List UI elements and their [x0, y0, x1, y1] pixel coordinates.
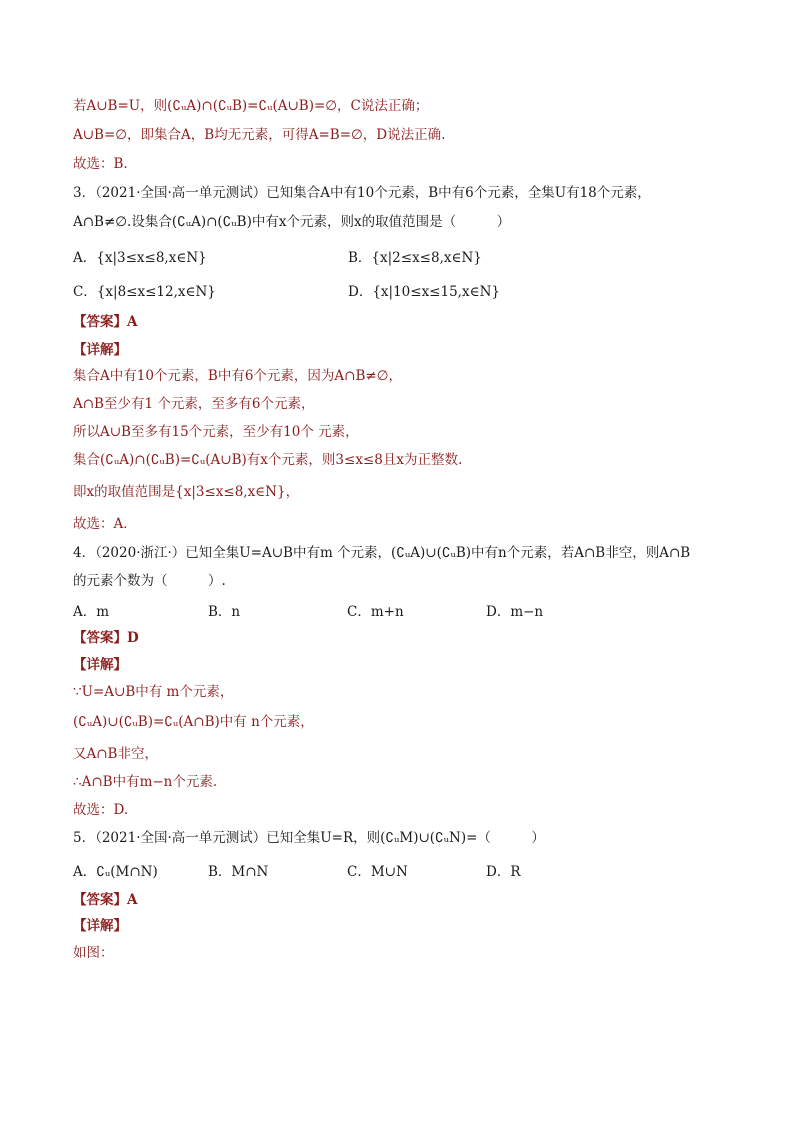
- question-4-option-d: D．m−n: [486, 604, 544, 620]
- question-5-option-d: D．R: [486, 864, 521, 880]
- answer-label: 【答案】A: [73, 314, 138, 330]
- explanation-line: ∵U=A∪B中有 m个元素，: [73, 684, 234, 700]
- explanation-line: 集合(∁ᵤA)∩(∁ᵤB)=∁ᵤ(A∪B)有x个元素，则3≤x≤8且x为正整数.: [73, 452, 463, 468]
- detail-label: 【详解】: [73, 657, 127, 673]
- explanation-line: 集合A中有10个元素，B中有6个元素，因为A∩B≠∅，: [73, 368, 402, 384]
- explanation-line: A∩B至少有1 个元素，至多有6个元素，: [73, 396, 315, 412]
- question-4-option-a: A．m: [73, 604, 110, 620]
- question-4-stem: 的元素个数为（ ）.: [73, 573, 226, 589]
- question-5-option-a: A．∁ᵤ(M∩N): [73, 864, 158, 880]
- question-3-stem: A∩B≠∅.设集合(∁ᵤA)∩(∁ᵤB)中有x个元素，则x的取值范围是（ ）: [73, 214, 511, 230]
- question-5-option-b: B．M∩N: [208, 864, 269, 880]
- explanation-line: 即x的取值范围是{x|3≤x≤8,x∈N}，: [73, 484, 300, 500]
- question-4-option-c: C．m+n: [347, 604, 404, 620]
- question-5-option-c: C．M∪N: [347, 864, 408, 880]
- explanation-line: (∁ᵤA)∪(∁ᵤB)=∁ᵤ(A∩B)中有 n个元素，: [73, 714, 314, 730]
- text-line: 若A∪B=U，则(∁ᵤA)∩(∁ᵤB)=∁ᵤ(A∪B)=∅，C说法正确；: [73, 98, 429, 114]
- question-4-option-b: B．n: [208, 604, 241, 620]
- text-line: 故选：B.: [73, 156, 128, 172]
- question-3-option-c: C．{x|8≤x≤12,x∈N}: [73, 284, 216, 300]
- question-3-stem: 3．（2021·全国·高一单元测试）已知集合A中有10个元素，B中有6个元素，全集U有18个元素，: [73, 185, 651, 201]
- question-3-option-b: B．{x|2≤x≤8,x∈N}: [348, 250, 482, 266]
- question-3-option-d: D．{x|10≤x≤15,x∈N}: [348, 284, 500, 300]
- selection-line: 故选：A．: [73, 516, 137, 532]
- selection-line: 故选：D.: [73, 802, 129, 818]
- explanation-line: 如图：: [73, 945, 114, 961]
- text-line: A∪B=∅，即集合A，B均无元素，可得A=B=∅，D说法正确.: [73, 127, 446, 143]
- question-4-stem: 4．（2020·浙江·）已知全集U=A∪B中有m 个元素，(∁ᵤA)∪(∁ᵤB)中有n个元素，若A∩B非空，则A∩B: [73, 545, 691, 561]
- explanation-line: 所以A∪B至多有15个元素，至少有10个 元素，: [73, 424, 359, 440]
- explanation-line: 又A∩B非空，: [73, 746, 158, 762]
- detail-label: 【详解】: [73, 918, 127, 934]
- question-3-option-a: A．{x|3≤x≤8,x∈N}: [73, 250, 207, 266]
- question-5-stem: 5．（2021·全国·高一单元测试）已知全集U=R，则(∁ᵤM)∪(∁ᵤN)=（ ）: [73, 830, 545, 846]
- answer-label: 【答案】A: [73, 892, 138, 908]
- detail-label: 【详解】: [73, 342, 127, 358]
- answer-label: 【答案】D: [73, 630, 139, 646]
- explanation-line: ∴A∩B中有m−n个元素.: [73, 774, 218, 790]
